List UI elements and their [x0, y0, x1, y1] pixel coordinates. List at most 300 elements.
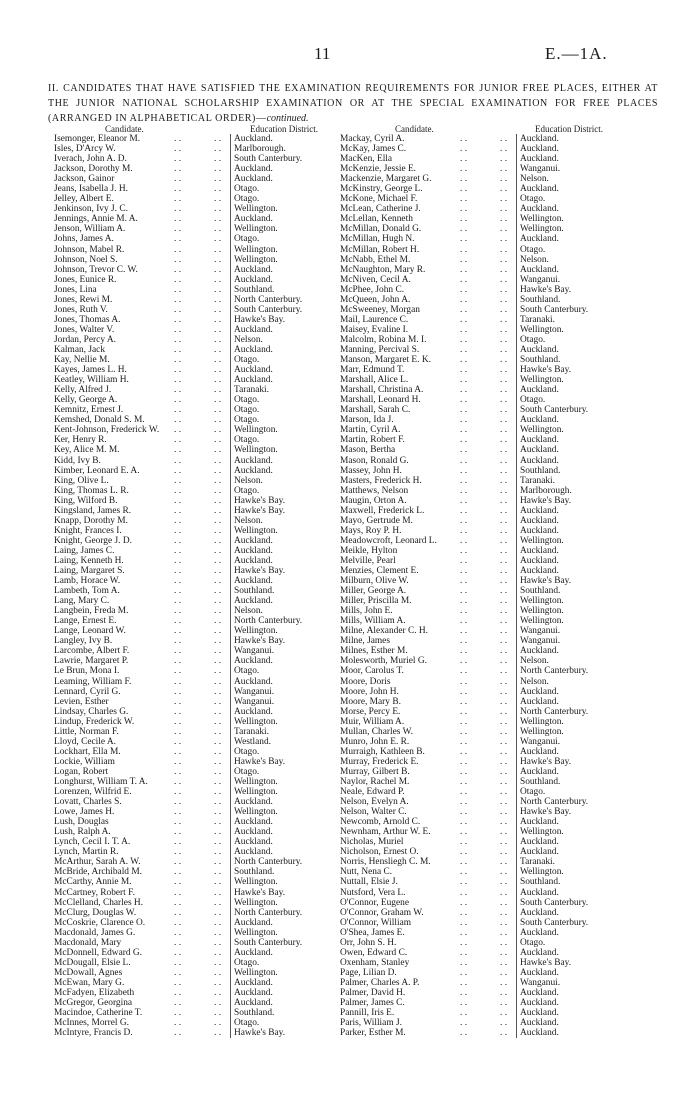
candidate-row: [340, 747, 630, 757]
leader-dots: . .: [174, 204, 182, 215]
education-district: Otago.: [234, 485, 260, 496]
candidate-name: Lambeth, Tom A.: [54, 586, 120, 597]
candidate-name: Iverach, John A. D.: [54, 154, 127, 165]
leader-dots: . .: [214, 314, 222, 325]
candidate-row: [54, 777, 344, 787]
leader-dots: . .: [460, 947, 468, 958]
leader-dots: . .: [500, 877, 508, 888]
candidate-row: [340, 164, 630, 174]
leader-dots: . .: [174, 566, 182, 577]
leader-dots: . .: [500, 254, 508, 265]
education-district: Hawke's Bay.: [520, 365, 572, 376]
leader-dots: . .: [174, 395, 182, 406]
leader-dots: . .: [500, 395, 508, 406]
education-district: Hawke's Bay.: [520, 807, 572, 818]
leader-dots: . .: [174, 425, 182, 436]
leader-dots: . .: [460, 395, 468, 406]
leader-dots: . .: [174, 194, 182, 205]
candidate-name: Miller, Priscilla M.: [340, 596, 412, 607]
education-district: Auckland.: [234, 164, 273, 175]
candidate-row: [54, 566, 344, 576]
leader-dots: . .: [174, 736, 182, 747]
candidate-row: [340, 847, 630, 857]
candidate-name: Macdonald, Mary: [54, 937, 122, 948]
candidate-row: [340, 777, 630, 787]
candidate-row: [54, 988, 344, 998]
column-rule: [230, 938, 231, 948]
column-rule: [516, 144, 517, 154]
leader-dots: . .: [214, 656, 222, 667]
candidate-name: Nicholson, Ernest O.: [340, 847, 419, 858]
candidate-row: [54, 767, 344, 777]
education-district: Auckland.: [520, 1028, 559, 1039]
leader-dots: . .: [174, 626, 182, 637]
education-district: Wanganui.: [520, 736, 561, 747]
education-district: Taranaki.: [520, 475, 555, 486]
education-district: Nelson.: [520, 676, 549, 687]
leader-dots: . .: [214, 214, 222, 225]
leader-dots: . .: [500, 596, 508, 607]
leader-dots: . .: [214, 576, 222, 587]
education-district: Nelson.: [520, 656, 549, 667]
leader-dots: . .: [174, 224, 182, 235]
leader-dots: . .: [460, 666, 468, 677]
candidate-row: [340, 194, 630, 204]
candidate-row: [340, 797, 630, 807]
column-rule: [516, 797, 517, 807]
candidate-row: [340, 827, 630, 837]
leader-dots: . .: [460, 214, 468, 225]
candidate-name: Kingsland, James R.: [54, 505, 132, 516]
candidate-name: Jackson, Gainor: [54, 174, 115, 185]
column-rule: [230, 576, 231, 586]
education-district: Otago.: [234, 184, 260, 195]
education-district: Auckland.: [234, 947, 273, 958]
leader-dots: . .: [500, 726, 508, 737]
education-district: Marlborough.: [234, 144, 286, 155]
education-district: Otago.: [234, 1018, 260, 1029]
candidate-row: [54, 908, 344, 918]
education-district: Wellington.: [234, 224, 278, 235]
candidate-name: Pannill, Iris E.: [340, 1008, 395, 1019]
leader-dots: . .: [214, 566, 222, 577]
education-district: Wellington.: [234, 425, 278, 436]
candidate-row: [340, 958, 630, 968]
leader-dots: . .: [460, 244, 468, 255]
education-district: Nelson.: [234, 334, 263, 345]
candidate-name: Key, Alice M. M.: [54, 445, 120, 456]
leader-dots: . .: [174, 1028, 182, 1039]
leader-dots: . .: [214, 445, 222, 456]
leader-dots: . .: [500, 666, 508, 677]
candidate-row: [54, 486, 344, 496]
education-district: Wanganui.: [520, 977, 561, 988]
candidate-row: [340, 134, 630, 144]
leader-dots: . .: [500, 164, 508, 175]
leader-dots: . .: [500, 706, 508, 717]
leader-dots: . .: [460, 485, 468, 496]
leader-dots: . .: [500, 264, 508, 275]
leader-dots: . .: [500, 375, 508, 386]
candidate-row: [54, 315, 344, 325]
leader-dots: . .: [214, 525, 222, 536]
candidate-row: [54, 405, 344, 415]
leader-dots: . .: [500, 324, 508, 335]
education-district: Wellington.: [234, 445, 278, 456]
leader-dots: . .: [500, 134, 508, 144]
education-district: Auckland.: [520, 415, 559, 426]
leader-dots: . .: [460, 746, 468, 757]
candidate-row: [54, 827, 344, 837]
left-column: [54, 134, 344, 1038]
leader-dots: . .: [500, 857, 508, 868]
candidate-row: [340, 456, 630, 466]
column-rule: [516, 737, 517, 747]
leader-dots: . .: [174, 495, 182, 506]
column-rule: [230, 596, 231, 606]
leader-dots: . .: [174, 797, 182, 808]
column-rule: [516, 928, 517, 938]
leader-dots: . .: [214, 395, 222, 406]
leader-dots: . .: [460, 1028, 468, 1039]
leader-dots: . .: [214, 696, 222, 707]
leader-dots: . .: [500, 656, 508, 667]
candidate-row: [340, 496, 630, 506]
column-rule: [230, 857, 231, 867]
leader-dots: . .: [214, 545, 222, 556]
leader-dots: . .: [214, 274, 222, 285]
candidate-row: [340, 687, 630, 697]
leader-dots: . .: [460, 254, 468, 265]
leader-dots: . .: [214, 897, 222, 908]
leader-dots: . .: [214, 294, 222, 305]
candidate-name: Lennard, Cyril G.: [54, 686, 121, 697]
column-rule: [230, 506, 231, 516]
candidate-row: [54, 646, 344, 656]
leader-dots: . .: [460, 284, 468, 295]
column-rule: [230, 646, 231, 656]
education-district: Auckland.: [234, 656, 273, 667]
education-district: Taranaki.: [234, 726, 269, 737]
column-rule: [516, 596, 517, 606]
education-district: Auckland.: [234, 977, 273, 988]
candidate-row: [54, 677, 344, 687]
leader-dots: . .: [460, 596, 468, 607]
candidate-row: [54, 666, 344, 676]
leader-dots: . .: [500, 887, 508, 898]
candidate-row: [54, 184, 344, 194]
column-rule: [516, 456, 517, 466]
education-district: Southland.: [520, 355, 561, 366]
leader-dots: . .: [460, 134, 468, 144]
candidate-name: McMillan, Donald G.: [340, 224, 422, 235]
candidate-row: [54, 867, 344, 877]
candidate-row: [54, 164, 344, 174]
leader-dots: . .: [500, 686, 508, 697]
education-district: Wellington.: [520, 375, 564, 386]
candidate-row: [54, 506, 344, 516]
candidate-name: McLellan, Kenneth: [340, 214, 413, 225]
candidate-row: [54, 335, 344, 345]
candidate-name: MacKen, Ella: [340, 154, 393, 165]
leader-dots: . .: [500, 365, 508, 376]
candidate-name: King, Thomas L. R.: [54, 485, 129, 496]
leader-dots: . .: [460, 174, 468, 185]
candidate-name: McKinstry, George L.: [340, 184, 423, 195]
leader-dots: . .: [500, 415, 508, 426]
candidate-name: McNiven, Cecil A.: [340, 274, 411, 285]
candidate-row: [54, 536, 344, 546]
education-district: Wellington.: [520, 867, 564, 878]
education-district: North Canterbury.: [234, 294, 303, 305]
candidate-row: [340, 666, 630, 676]
column-rule: [516, 787, 517, 797]
candidate-name: Lang, Mary C.: [54, 596, 110, 607]
leader-dots: . .: [174, 234, 182, 245]
candidate-name: Marr, Edmund T.: [340, 365, 405, 376]
column-rule: [516, 847, 517, 857]
leader-dots: . .: [460, 324, 468, 335]
candidate-name: Kayes, James L. H.: [54, 365, 127, 376]
leader-dots: . .: [460, 294, 468, 305]
leader-dots: . .: [174, 867, 182, 878]
leader-dots: . .: [174, 405, 182, 416]
candidate-name: Miller, George A.: [340, 586, 407, 597]
education-district: Auckland.: [234, 365, 273, 376]
candidate-name: McMillan, Robert H.: [340, 244, 420, 255]
leader-dots: . .: [460, 566, 468, 577]
education-district: Wellington.: [234, 777, 278, 787]
candidate-row: [340, 466, 630, 476]
leader-dots: . .: [174, 355, 182, 366]
leader-dots: . .: [174, 515, 182, 526]
column-rule: [516, 486, 517, 496]
candidate-row: [340, 727, 630, 737]
education-district: Auckland.: [234, 264, 273, 275]
candidate-name: Oxenham, Stanley: [340, 957, 410, 968]
column-rule: [230, 224, 231, 234]
education-district: Auckland.: [520, 545, 559, 556]
leader-dots: . .: [460, 736, 468, 747]
leader-dots: . .: [214, 344, 222, 355]
leader-dots: . .: [500, 736, 508, 747]
leader-dots: . .: [174, 857, 182, 868]
leader-dots: . .: [174, 375, 182, 386]
leader-dots: . .: [460, 344, 468, 355]
candidate-name: McCoskrie, Clarence O.: [54, 917, 146, 928]
candidate-name: McArthur, Sarah A. W.: [54, 857, 141, 868]
candidate-row: [340, 234, 630, 244]
leader-dots: . .: [500, 214, 508, 225]
education-district: North Canterbury.: [234, 907, 303, 918]
candidate-row: [54, 847, 344, 857]
candidate-row: [54, 466, 344, 476]
candidate-name: Martin, Robert F.: [340, 435, 405, 446]
leader-dots: . .: [460, 998, 468, 1009]
candidate-name: Mackay, Cyril A.: [340, 134, 405, 144]
education-district: Auckland.: [520, 435, 559, 446]
leader-dots: . .: [460, 686, 468, 697]
leader-dots: . .: [500, 716, 508, 727]
leader-dots: . .: [500, 144, 508, 155]
leader-dots: . .: [460, 726, 468, 737]
leader-dots: . .: [460, 144, 468, 155]
leader-dots: . .: [174, 184, 182, 195]
education-district: Hawke's Bay.: [234, 495, 286, 506]
education-district: Southland.: [234, 867, 275, 878]
education-district: Auckland.: [520, 525, 559, 536]
education-district: Wellington.: [234, 525, 278, 536]
leader-dots: . .: [500, 696, 508, 707]
candidate-row: [340, 606, 630, 616]
leader-dots: . .: [500, 998, 508, 1009]
education-district: Hawke's Bay.: [234, 505, 286, 516]
education-district: Southland.: [234, 586, 275, 597]
column-rule: [516, 184, 517, 194]
candidate-row: [340, 476, 630, 486]
candidate-row: [340, 546, 630, 556]
column-rule: [230, 717, 231, 727]
right-column: [340, 134, 630, 1038]
leader-dots: . .: [500, 154, 508, 165]
column-rule: [230, 877, 231, 887]
column-rule: [230, 958, 231, 968]
candidate-name: McEwan, Mary G.: [54, 977, 125, 988]
leader-dots: . .: [174, 807, 182, 818]
leader-dots: . .: [174, 616, 182, 627]
column-rule: [230, 204, 231, 214]
leader-dots: . .: [214, 234, 222, 245]
candidate-row: [340, 757, 630, 767]
leader-dots: . .: [460, 696, 468, 707]
leader-dots: . .: [460, 867, 468, 878]
leader-dots: . .: [500, 1028, 508, 1039]
leader-dots: . .: [214, 134, 222, 144]
leader-dots: . .: [460, 515, 468, 526]
leader-dots: . .: [214, 777, 222, 787]
column-rule: [230, 255, 231, 265]
candidate-row: [54, 636, 344, 646]
leader-dots: . .: [214, 174, 222, 185]
leader-dots: . .: [500, 475, 508, 486]
candidate-name: McInnes, Morrel G.: [54, 1018, 129, 1029]
education-district: Southland.: [520, 586, 561, 597]
education-district: Auckland.: [520, 746, 559, 757]
column-rule: [230, 415, 231, 425]
candidate-row: [54, 496, 344, 506]
candidate-row: [340, 385, 630, 395]
leader-dots: . .: [460, 937, 468, 948]
education-district: Auckland.: [520, 887, 559, 898]
column-rule: [230, 425, 231, 435]
column-rule: [230, 767, 231, 777]
education-district: Auckland.: [234, 847, 273, 858]
column-rule: [516, 777, 517, 787]
candidate-name: Lamb, Horace W.: [54, 576, 121, 587]
leader-dots: . .: [214, 817, 222, 828]
leader-dots: . .: [174, 475, 182, 486]
candidate-row: [54, 717, 344, 727]
column-rule: [230, 395, 231, 405]
education-district: Hawke's Bay.: [234, 314, 286, 325]
candidate-row: [340, 486, 630, 496]
column-rule: [230, 405, 231, 415]
column-rule: [516, 988, 517, 998]
candidate-row: [54, 656, 344, 666]
leader-dots: . .: [214, 977, 222, 988]
candidate-name: Palmer, David H.: [340, 987, 406, 998]
column-rule: [230, 365, 231, 375]
candidate-row: [340, 1008, 630, 1018]
leader-dots: . .: [500, 425, 508, 436]
leader-dots: . .: [214, 324, 222, 335]
leader-dots: . .: [214, 385, 222, 396]
column-rule: [230, 807, 231, 817]
candidate-name: Lange, Ernest E.: [54, 616, 117, 627]
candidate-row: [340, 737, 630, 747]
column-rule: [230, 707, 231, 717]
leader-dots: . .: [460, 425, 468, 436]
column-rule: [516, 275, 517, 285]
education-district: Auckland.: [520, 555, 559, 566]
candidate-name: Marshall, Christina A.: [340, 385, 424, 396]
candidate-name: Kimber, Leonard E. A.: [54, 465, 140, 476]
candidate-row: [340, 224, 630, 234]
leader-dots: . .: [460, 606, 468, 617]
leader-dots: . .: [460, 455, 468, 466]
candidate-name: Jenson, William A.: [54, 224, 126, 235]
leader-dots: . .: [174, 264, 182, 275]
education-district: Wellington.: [520, 324, 564, 335]
column-rule: [230, 335, 231, 345]
candidate-name: Kidd, Ivy B.: [54, 455, 101, 466]
candidate-row: [54, 194, 344, 204]
leader-dots: . .: [460, 164, 468, 175]
education-district: Otago.: [520, 334, 546, 345]
candidate-row: [340, 345, 630, 355]
candidate-row: [340, 646, 630, 656]
candidate-name: Little, Norman F.: [54, 726, 119, 737]
leader-dots: . .: [174, 947, 182, 958]
leader-dots: . .: [500, 545, 508, 556]
candidate-name: Isles, D'Arcy W.: [54, 144, 116, 155]
leader-dots: . .: [460, 405, 468, 416]
candidate-name: Kay, Nellie M.: [54, 355, 110, 366]
candidate-row: [340, 596, 630, 606]
candidate-name: Kelly, George A.: [54, 395, 118, 406]
education-district: Auckland.: [520, 967, 559, 978]
education-district: Auckland.: [234, 827, 273, 838]
column-rule: [230, 194, 231, 204]
candidate-row: [54, 757, 344, 767]
leader-dots: . .: [214, 465, 222, 476]
candidate-row: [340, 435, 630, 445]
candidate-name: Mason, Ronald G.: [340, 455, 409, 466]
column-rule: [230, 285, 231, 295]
education-district: Hawke's Bay.: [520, 495, 572, 506]
candidate-row: [340, 898, 630, 908]
leader-dots: . .: [500, 576, 508, 587]
leader-dots: . .: [214, 264, 222, 275]
leader-dots: . .: [174, 656, 182, 667]
column-rule: [516, 717, 517, 727]
leader-dots: . .: [214, 726, 222, 737]
candidate-name: O'Connor, William: [340, 917, 412, 928]
leader-dots: . .: [174, 435, 182, 446]
candidate-name: Manning, Percival S.: [340, 344, 420, 355]
candidate-row: [54, 204, 344, 214]
candidate-name: Knight, Frances I.: [54, 525, 122, 536]
